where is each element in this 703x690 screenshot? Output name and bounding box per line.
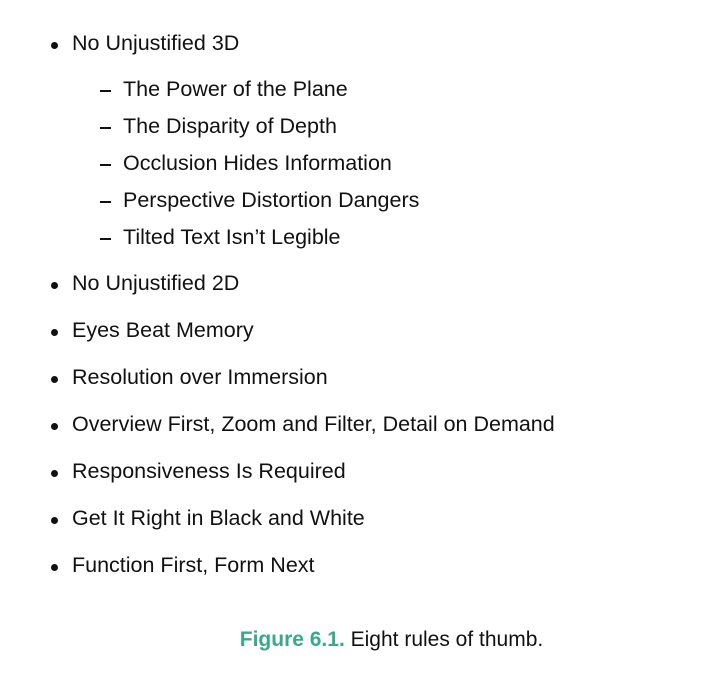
list-item — [0, 456, 703, 486]
rule-text: No Unjustified 2D — [72, 271, 240, 295]
sub-item-text: Occlusion Hides Information — [123, 151, 392, 175]
sub-item-text: Perspective Distortion Dangers — [123, 188, 420, 212]
bullet-icon — [51, 282, 58, 289]
dash-icon — [100, 238, 111, 240]
figure-label: Figure 6.1. — [239, 628, 345, 651]
sub-item-text: Tilted Text Isn’t Legible — [123, 225, 341, 249]
rule-row — [0, 315, 703, 345]
sub-item-text: The Disparity of Depth — [123, 114, 337, 138]
rule-row — [0, 28, 703, 58]
list-item — [0, 409, 703, 439]
dash-icon — [100, 127, 111, 129]
rules-list — [0, 28, 703, 580]
rule-row — [0, 362, 703, 392]
bullet-icon — [51, 564, 58, 571]
sub-list-item — [0, 185, 703, 215]
rule-text: Resolution over Immersion — [72, 365, 328, 389]
list-item — [0, 503, 703, 533]
rule-row — [0, 503, 703, 533]
dash-icon — [100, 164, 111, 166]
sub-list-item — [0, 148, 703, 178]
rule-text: No Unjustified 3D — [72, 31, 240, 55]
sub-list-item — [0, 74, 703, 104]
sub-item-text: The Power of the Plane — [123, 77, 348, 101]
bullet-icon — [51, 470, 58, 477]
sub-list — [0, 74, 703, 252]
rule-row — [0, 268, 703, 298]
list-item — [0, 315, 703, 345]
rule-row — [0, 550, 703, 580]
sub-list-item — [0, 222, 703, 252]
dash-icon — [100, 201, 111, 203]
rule-text: Overview First, Zoom and Filter, Detail on Demand — [72, 412, 555, 436]
rule-text: Responsiveness Is Required — [72, 459, 346, 483]
list-item — [0, 362, 703, 392]
rule-text: Eyes Beat Memory — [72, 318, 254, 342]
bullet-icon — [51, 42, 58, 49]
dash-icon — [100, 90, 111, 92]
figure-caption — [0, 625, 703, 655]
bullet-icon — [51, 423, 58, 430]
rule-row — [0, 409, 703, 439]
bullet-icon — [51, 329, 58, 336]
rule-text: Function First, Form Next — [72, 553, 315, 577]
list-item — [0, 268, 703, 298]
sub-list-item — [0, 111, 703, 141]
list-item — [0, 550, 703, 580]
bullet-icon — [51, 376, 58, 383]
caption-text: Eight rules of thumb. — [350, 628, 544, 651]
rule-row — [0, 456, 703, 486]
bullet-icon — [51, 517, 58, 524]
rule-text: Get It Right in Black and White — [72, 506, 365, 530]
list-item — [0, 28, 703, 252]
